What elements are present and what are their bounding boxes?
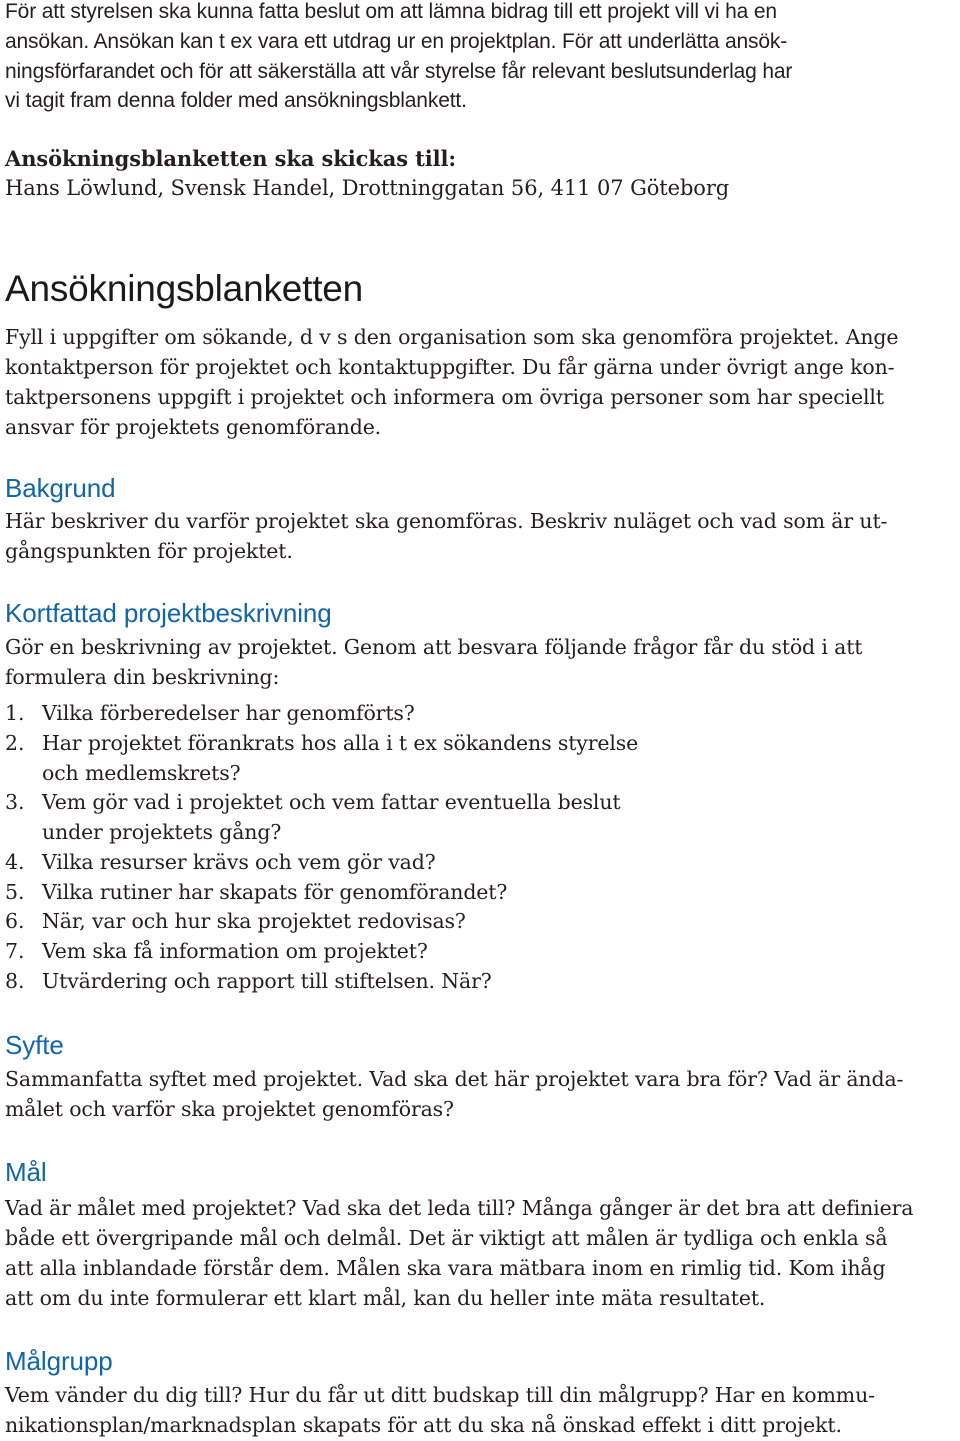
list-item-text: Utvärdering och rapport till stiftelsen. När? bbox=[42, 969, 492, 993]
kortfattad-line: Gör en beskrivning av projektet. Genom att besvara följande frågor får du stöd i att bbox=[5, 635, 863, 659]
section-title-mal: Mål bbox=[5, 1157, 47, 1187]
intro-line: ansökan. Ansökan kan t ex vara ett utdrag ur en projektplan. För att underlätta ansök- bbox=[5, 30, 788, 53]
kortfattad-line: formulera din beskrivning: bbox=[5, 665, 280, 689]
intro-line: För att styrelsen ska kunna fatta beslut om att lämna bidrag till ett projekt vill vi ha en bbox=[5, 0, 777, 23]
section-title-syfte: Syfte bbox=[5, 1030, 64, 1060]
list-item-text: Vilka förberedelser har genomförts? bbox=[42, 701, 415, 725]
form-line: ansvar för projektets genomförande. bbox=[5, 415, 382, 439]
intro-line: vi tagit fram denna folder med ansökningsblankett. bbox=[5, 89, 467, 112]
address-heading: Ansökningsblanketten ska skickas till: bbox=[5, 146, 457, 171]
list-item-text: Vem gör vad i projektet och vem fattar eventuella beslut bbox=[42, 790, 621, 814]
list-item-number: 6. bbox=[5, 909, 25, 933]
intro-line: ningsförfarandet och för att säkerställa att vår styrelse får relevant beslutsunderlag har bbox=[5, 60, 793, 83]
list-item-number: 1. bbox=[5, 701, 25, 725]
syfte-line: målet och varför ska projektet genomföras? bbox=[5, 1097, 454, 1121]
mal-line: Vad är målet med projektet? Vad ska det leda till? Många gånger är det bra att definiera bbox=[5, 1196, 914, 1220]
form-title: Ansökningsblanketten bbox=[5, 268, 364, 309]
list-item-number: 7. bbox=[5, 939, 25, 963]
form-line: Fyll i uppgifter om sökande, d v s den organisation som ska genomföra projektet. Ange bbox=[5, 325, 899, 349]
section-title-kortfattad: Kortfattad projektbeskrivning bbox=[5, 598, 332, 628]
list-item-number: 5. bbox=[5, 880, 25, 904]
list-item-text: Har projektet förankrats hos alla i t ex sökandens styrelse bbox=[42, 731, 639, 755]
malgrupp-line: nikationsplan/marknadsplan skapats för att du ska nå önskad effekt i ditt projekt. bbox=[5, 1413, 842, 1437]
bakgrund-line: Här beskriver du varför projektet ska genomföras. Beskriv nuläget och vad som är ut- bbox=[5, 509, 888, 533]
section-title-bakgrund: Bakgrund bbox=[5, 473, 116, 503]
mal-line: både ett övergripande mål och delmål. Det är viktigt att målen är tydliga och enkla så bbox=[5, 1226, 888, 1250]
mal-line: att alla inblandade förstår dem. Målen ska vara mätbara inom en rimlig tid. Kom ihåg bbox=[5, 1256, 886, 1280]
form-line: taktpersonens uppgift i projektet och informera om övriga personer som har speciellt bbox=[5, 385, 884, 409]
list-item-text: Vilka rutiner har skapats för genomförandet? bbox=[42, 880, 508, 904]
section-title-malgrupp: Målgrupp bbox=[5, 1346, 113, 1376]
mal-line: att om du inte formulerar ett klart mål, kan du heller inte mäta resultatet. bbox=[5, 1286, 766, 1310]
list-item-text: och medlemskrets? bbox=[42, 761, 241, 785]
syfte-line: Sammanfatta syftet med projektet. Vad ska det här projektet vara bra för? Vad är ända- bbox=[5, 1067, 904, 1091]
list-item-number: 2. bbox=[5, 731, 25, 755]
form-line: kontaktperson för projektet och kontaktuppgifter. Du får gärna under övrigt ange kon- bbox=[5, 355, 895, 379]
list-item-number: 3. bbox=[5, 790, 25, 814]
list-item-text: under projektets gång? bbox=[42, 820, 282, 844]
address-text: Hans Löwlund, Svensk Handel, Drottninggatan 56, 411 07 Göteborg bbox=[5, 176, 730, 200]
list-item-number: 4. bbox=[5, 850, 25, 874]
list-item-text: Vem ska få information om projektet? bbox=[42, 939, 428, 963]
list-item-text: När, var och hur ska projektet redovisas? bbox=[42, 909, 466, 933]
bakgrund-line: gångspunkten för projektet. bbox=[5, 539, 293, 563]
list-item-text: Vilka resurser krävs och vem gör vad? bbox=[42, 850, 436, 874]
malgrupp-line: Vem vänder du dig till? Hur du får ut ditt budskap till din målgrupp? Har en kommu- bbox=[5, 1383, 875, 1407]
list-item-number: 8. bbox=[5, 969, 25, 993]
